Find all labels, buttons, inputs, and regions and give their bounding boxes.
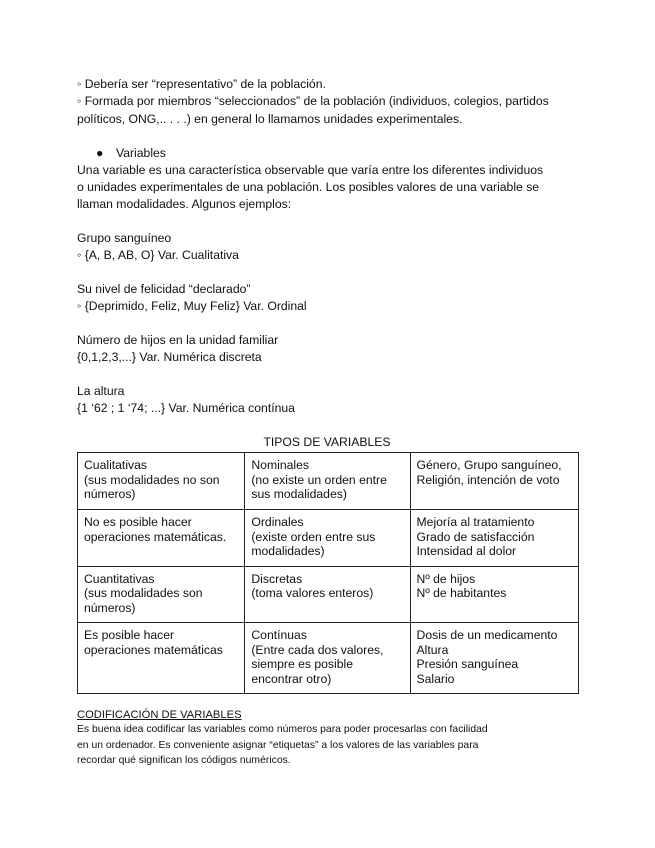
table-cell xyxy=(245,453,410,510)
table-cell xyxy=(410,453,578,510)
cell-text: sus modalidades) xyxy=(251,487,347,501)
cell-text: Dosis de un medicamento xyxy=(416,628,558,642)
table-cell xyxy=(245,566,410,623)
cell-text: (sus modalidades no son xyxy=(84,472,220,487)
cell-text: (existe orden entre sus xyxy=(251,529,376,544)
table-cell xyxy=(78,453,245,510)
intro-line-1: ◦ Debería ser “representativo” de la población. xyxy=(77,77,326,91)
cell-text: Es posible hacer xyxy=(84,628,175,642)
coding-line-2: en un ordenador. Es conveniente asignar “etiquetas” a los valores de las variables para xyxy=(77,740,479,751)
example-value: ◦ {A, B, AB, O} Var. Cualitativa xyxy=(77,248,239,262)
cell-text: (no existe un orden entre xyxy=(251,472,387,487)
cell-text: encontrar otro) xyxy=(251,671,332,686)
cell-text: siempre es posible xyxy=(251,657,353,671)
table-row xyxy=(78,566,579,623)
cell-text: Discretas xyxy=(251,571,303,586)
coding-line-1: Es buena idea codificar las variables como números para poder procesarlas con facilidad xyxy=(77,724,488,735)
variables-definition-2: o unidades experimentales de una población. Los posibles valores de una variable se xyxy=(77,180,540,194)
cell-text: Cuantitativas xyxy=(84,571,155,586)
cell-text: Altura xyxy=(416,642,449,657)
bullet-icon: ● xyxy=(96,146,104,160)
cell-text: Presión sanguínea xyxy=(416,657,519,671)
cell-text: Mejoría al tratamiento xyxy=(416,515,535,529)
cell-text: (Entre cada dos valores, xyxy=(251,642,384,657)
cell-text: operaciones matemáticas. xyxy=(84,529,227,544)
example-value: {0,1,2,3,...} Var. Numérica discreta xyxy=(77,350,262,364)
example-title: Número de hijos en la unidad familiar xyxy=(77,333,279,347)
table-caption: TIPOS DE VARIABLES xyxy=(263,435,391,449)
variable-types-table xyxy=(77,452,579,694)
coding-heading: CODIFICACIÓN DE VARIABLES xyxy=(77,709,242,721)
table-cell xyxy=(78,623,245,694)
cell-text: Nominales xyxy=(251,458,309,472)
table-row xyxy=(78,510,579,567)
variables-heading: Variables xyxy=(116,146,166,160)
table-cell xyxy=(245,510,410,567)
cell-text: Intensidad al dolor xyxy=(416,544,517,558)
example-value: {1 ‘62 ; 1 ‘74; ...} Var. Numérica contínua xyxy=(77,401,295,415)
cell-text: (toma valores enteros) xyxy=(251,586,374,600)
variables-definition-3: llaman modalidades. Algunos ejemplos: xyxy=(77,197,292,211)
table-row xyxy=(78,453,579,510)
intro-line-2: ◦ Formada por miembros “seleccionados” de la población (individuos, colegios, partidos xyxy=(77,94,549,108)
variables-definition-1: Una variable es una característica observable que varía entre los diferentes individuos xyxy=(77,163,544,177)
cell-text: Nº de hijos xyxy=(416,571,476,586)
table-cell xyxy=(245,623,410,694)
intro-line-3: políticos, ONG,.. . . .) en general lo llamamos unidades experimentales. xyxy=(77,112,463,126)
cell-text: números) xyxy=(84,600,136,615)
table-cell xyxy=(410,566,578,623)
variables-heading-row xyxy=(96,145,166,162)
example-title: La altura xyxy=(77,384,125,398)
cell-text: No es posible hacer xyxy=(84,515,192,529)
table-row xyxy=(78,623,579,694)
table-cell xyxy=(78,510,245,567)
cell-text: operaciones matemáticas xyxy=(84,642,223,657)
cell-text: Contínuas xyxy=(251,628,307,642)
example-title: Su nivel de felicidad “declarado” xyxy=(77,282,251,296)
cell-text: (sus modalidades son xyxy=(84,586,203,600)
cell-text: Cualitativas xyxy=(84,458,147,472)
cell-text: Grado de satisfacción xyxy=(416,529,535,544)
cell-text: modalidades) xyxy=(251,544,325,558)
example-value: ◦ {Deprimido, Feliz, Muy Feliz} Var. Ordinal xyxy=(77,299,307,313)
cell-text: Nº de habitantes xyxy=(416,586,507,600)
cell-text: Ordinales xyxy=(251,515,304,529)
table-cell xyxy=(410,623,578,694)
cell-text: Salario xyxy=(416,671,455,686)
example-title: Grupo sanguíneo xyxy=(77,231,172,245)
cell-text: Religión, intención de voto xyxy=(416,472,560,487)
table-cell xyxy=(410,510,578,567)
cell-text: Género, Grupo sanguíneo, xyxy=(416,458,562,472)
coding-line-3: recordar qué significan los códigos numéricos. xyxy=(77,755,291,766)
table-cell xyxy=(78,566,245,623)
cell-text: números) xyxy=(84,487,136,501)
